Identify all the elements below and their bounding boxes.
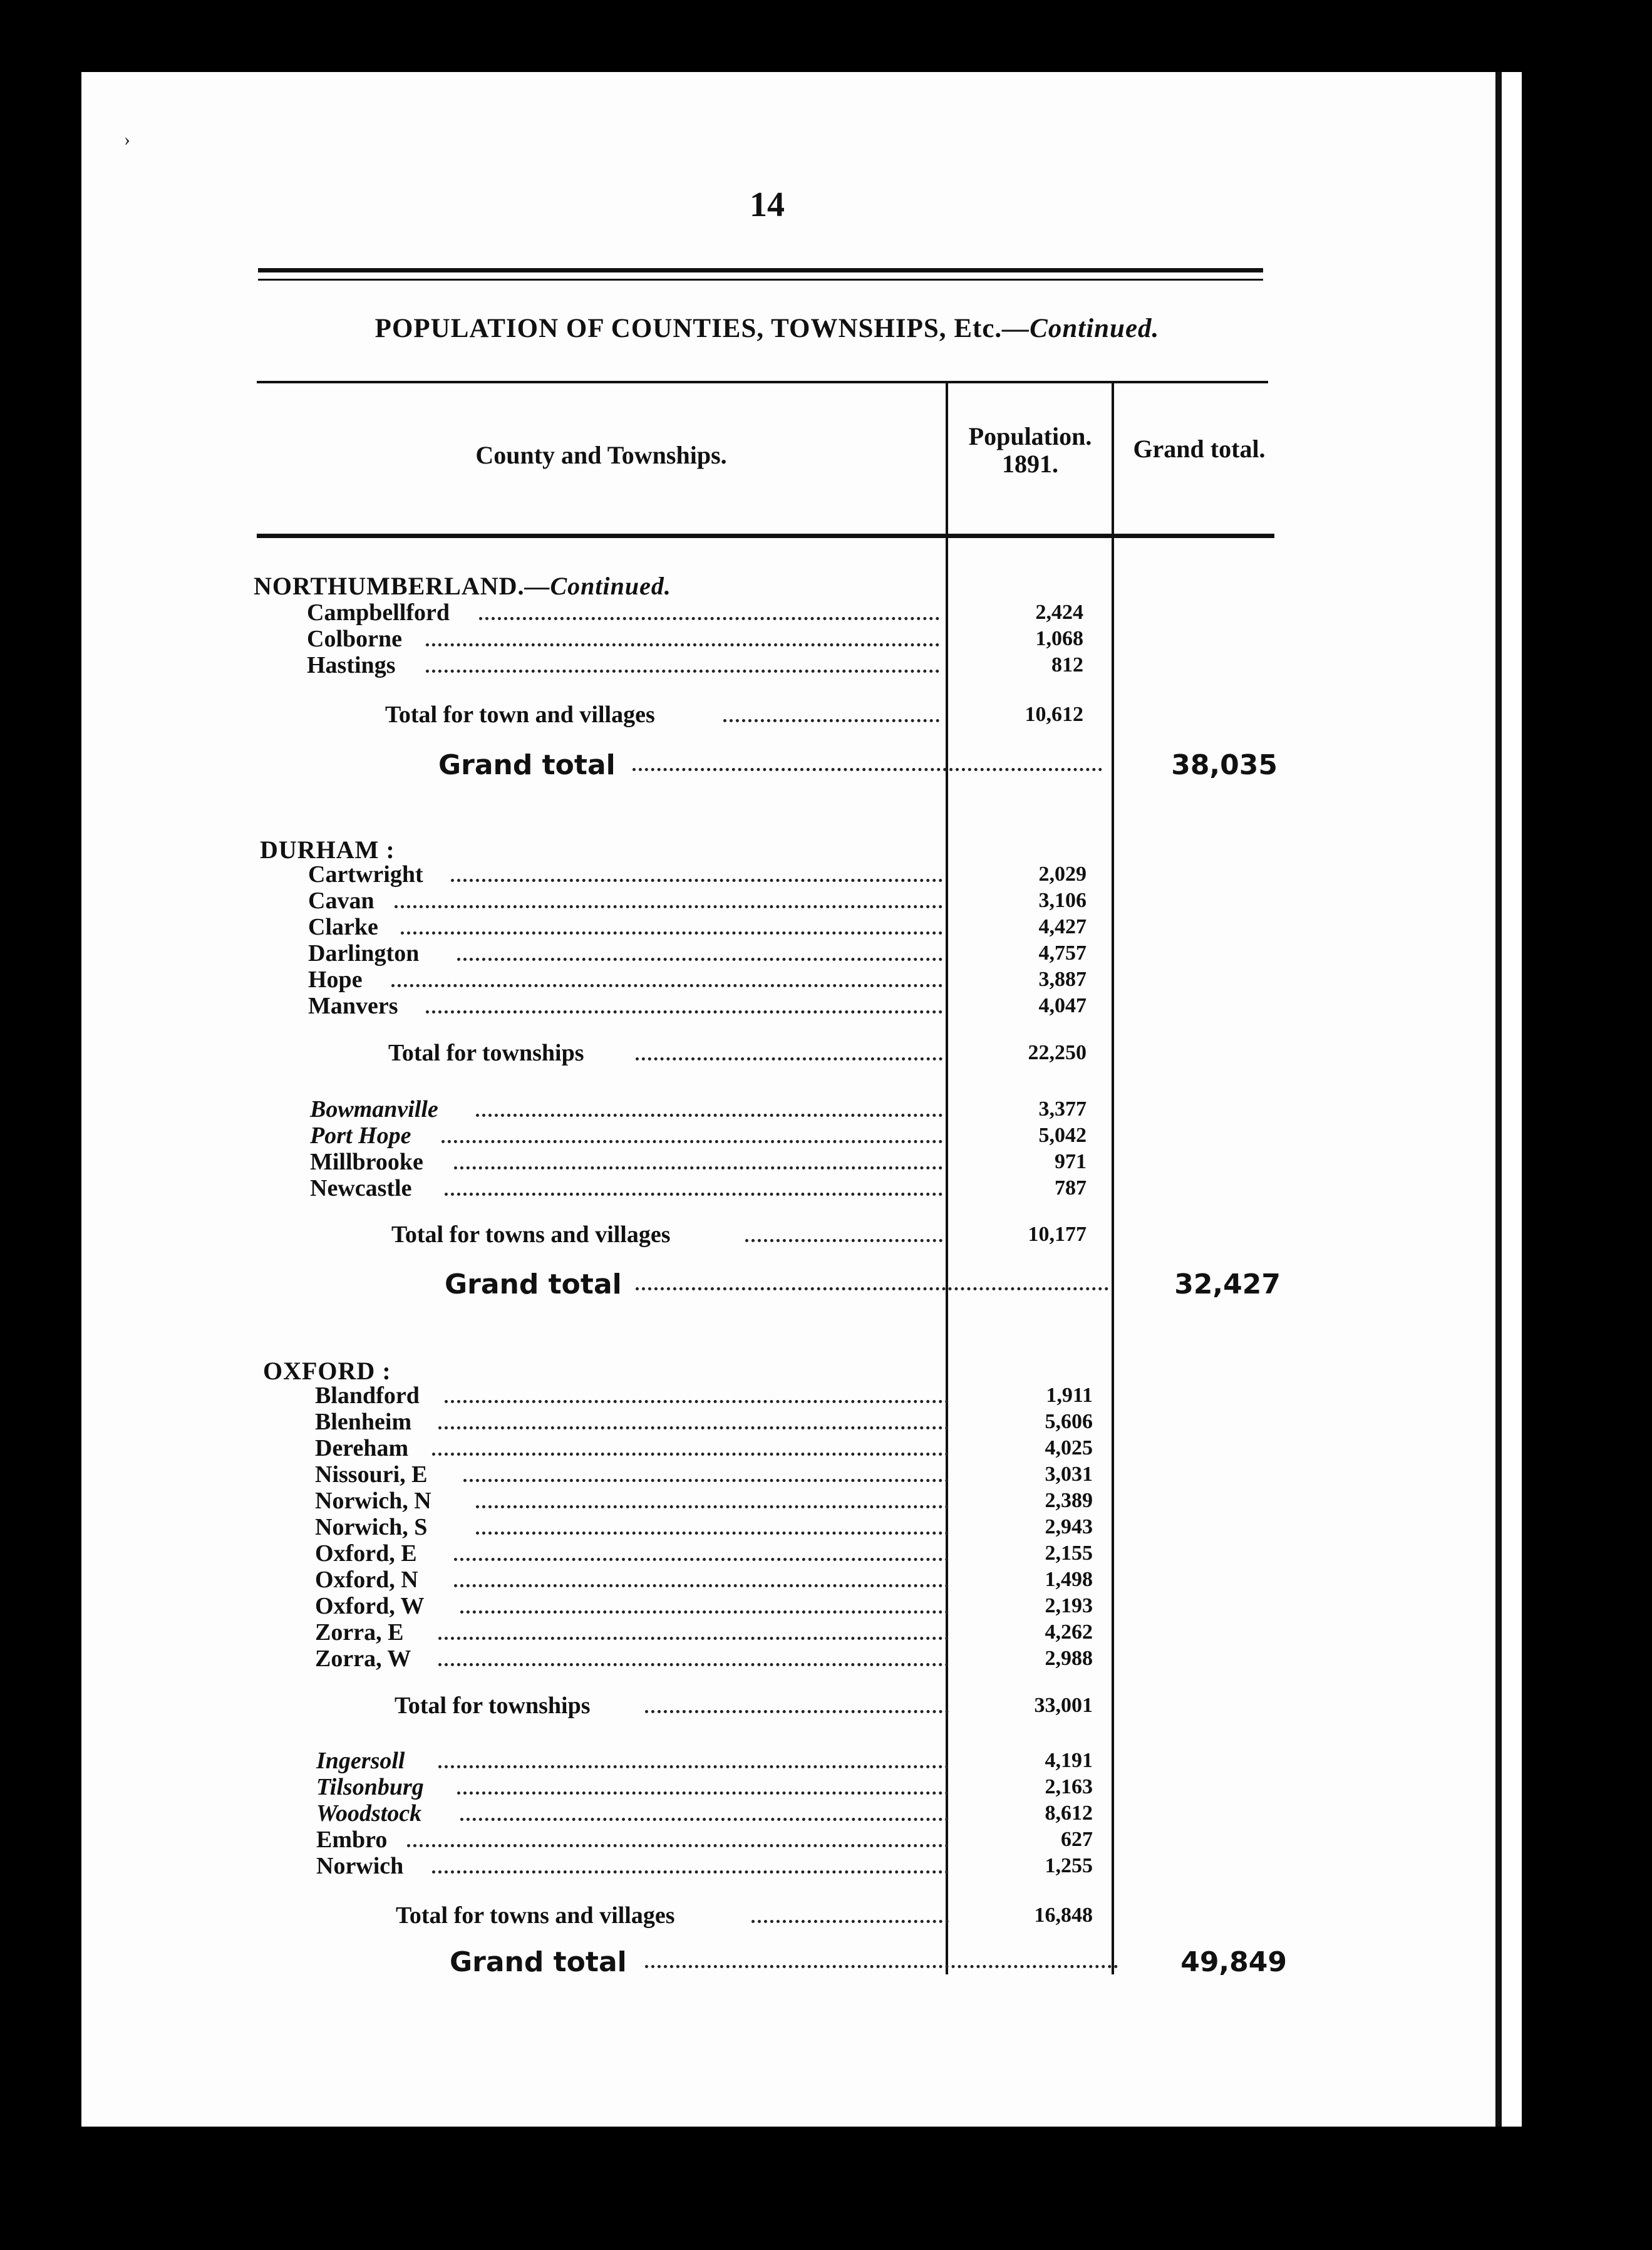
population-value: 2,424 bbox=[1035, 601, 1083, 624]
place-name: Campbellford bbox=[307, 599, 450, 626]
page-number: 14 bbox=[750, 185, 785, 224]
dot-leader bbox=[451, 879, 942, 882]
population-value: 1,498 bbox=[1045, 1568, 1093, 1591]
population-value: 2,389 bbox=[1045, 1489, 1093, 1512]
place-name: Cavan bbox=[308, 888, 374, 914]
dot-leader bbox=[454, 1584, 949, 1587]
place-name: Oxford, N bbox=[315, 1567, 418, 1593]
dot-leader bbox=[632, 768, 1102, 771]
county-northumberland bbox=[254, 571, 671, 601]
scan-border-right bbox=[1522, 0, 1652, 2250]
dot-leader bbox=[426, 670, 939, 673]
place-name: Norwich, N bbox=[315, 1488, 431, 1514]
population-value: 4,025 bbox=[1045, 1436, 1093, 1459]
population-value: 2,163 bbox=[1045, 1775, 1093, 1798]
grand-total-value: 32,427 bbox=[1174, 1268, 1281, 1300]
place-name: Bowmanville bbox=[310, 1096, 438, 1122]
dot-leader bbox=[395, 905, 942, 908]
total-label: Total for towns and villages bbox=[396, 1902, 675, 1929]
list-item bbox=[0, 940, 1503, 967]
population-value: 4,047 bbox=[1038, 994, 1087, 1017]
dot-leader bbox=[426, 643, 939, 646]
list-item bbox=[0, 888, 1503, 914]
population-value: 971 bbox=[1055, 1150, 1087, 1173]
place-name: Hastings bbox=[307, 652, 396, 678]
list-item bbox=[0, 1774, 1503, 1800]
population-value: 4,262 bbox=[1045, 1620, 1093, 1644]
population-total: 10,177 bbox=[1028, 1223, 1087, 1246]
place-name: Manvers bbox=[308, 993, 398, 1019]
dot-leader bbox=[745, 1239, 942, 1242]
place-name: Nissouri, E bbox=[315, 1461, 428, 1488]
place-name: Zorra, W bbox=[315, 1646, 411, 1672]
dot-leader bbox=[441, 1140, 942, 1143]
title-rule bbox=[257, 381, 1268, 383]
dot-leader bbox=[391, 984, 942, 987]
grand-total-label: Grand total bbox=[438, 749, 616, 781]
dot-leader bbox=[432, 1870, 949, 1874]
dot-leader bbox=[476, 1532, 949, 1535]
population-value: 3,377 bbox=[1038, 1097, 1087, 1121]
population-value: 1,255 bbox=[1045, 1854, 1093, 1877]
dot-leader bbox=[401, 931, 942, 935]
list-item bbox=[0, 652, 1503, 678]
place-name: Newcastle bbox=[310, 1175, 412, 1201]
grand-total-label: Grand total bbox=[445, 1268, 622, 1300]
population-value: 4,191 bbox=[1045, 1749, 1093, 1772]
list-item bbox=[0, 1461, 1503, 1488]
place-name: Ingersoll bbox=[316, 1748, 405, 1774]
population-value: 3,106 bbox=[1038, 889, 1087, 912]
dot-leader bbox=[645, 1710, 949, 1713]
list-item bbox=[0, 861, 1503, 888]
dot-leader bbox=[426, 1010, 942, 1014]
county-name: NORTHUMBERLAND. bbox=[254, 572, 525, 600]
total-label: Total for town and villages bbox=[385, 702, 655, 728]
list-item bbox=[0, 626, 1503, 652]
dot-leader bbox=[460, 1818, 949, 1821]
place-name: Norwich bbox=[316, 1853, 404, 1879]
dot-leader bbox=[438, 1765, 949, 1768]
total-row bbox=[0, 1693, 1503, 1719]
place-name: Clarke bbox=[308, 914, 378, 940]
dot-leader bbox=[438, 1637, 949, 1640]
dot-leader bbox=[457, 958, 942, 961]
population-value: 2,029 bbox=[1038, 863, 1087, 886]
header-population-line2: 1891. bbox=[1002, 450, 1058, 478]
header-grand-total: Grand total. bbox=[1133, 435, 1266, 463]
place-name: Cartwright bbox=[308, 861, 423, 888]
title-etc: Etc. bbox=[954, 314, 1003, 343]
population-value: 1,068 bbox=[1035, 627, 1083, 650]
stray-mark: › bbox=[124, 129, 130, 150]
grand-total-value: 49,849 bbox=[1180, 1946, 1287, 1978]
place-name: Tilsonburg bbox=[316, 1774, 424, 1800]
population-value: 2,943 bbox=[1045, 1515, 1093, 1538]
scan-border-bottom bbox=[0, 2127, 1652, 2250]
total-row bbox=[0, 1221, 1503, 1248]
county-durham: DURHAM : bbox=[260, 836, 395, 864]
population-value: 3,887 bbox=[1038, 968, 1087, 991]
dot-leader bbox=[438, 1426, 949, 1429]
grand-total-label: Grand total bbox=[450, 1946, 627, 1978]
place-name: Hope bbox=[308, 967, 363, 993]
scan-border-top bbox=[0, 0, 1652, 72]
dot-leader bbox=[479, 617, 939, 620]
list-item bbox=[0, 1593, 1503, 1619]
dot-leader bbox=[476, 1114, 942, 1117]
dot-leader bbox=[636, 1057, 942, 1060]
dot-leader bbox=[463, 1479, 949, 1482]
list-item bbox=[0, 599, 1503, 626]
total-label: Total for townships bbox=[395, 1693, 591, 1719]
population-value: 5,606 bbox=[1045, 1410, 1093, 1433]
list-item bbox=[0, 1409, 1503, 1435]
dot-leader bbox=[460, 1610, 949, 1614]
place-name: Colborne bbox=[307, 626, 402, 652]
population-value: 787 bbox=[1055, 1176, 1087, 1200]
top-rule-thin bbox=[258, 279, 1263, 281]
header-rule bbox=[257, 534, 1274, 538]
list-item bbox=[0, 1619, 1503, 1646]
list-item bbox=[0, 1382, 1503, 1409]
population-value: 4,427 bbox=[1038, 915, 1087, 938]
population-value: 5,042 bbox=[1038, 1124, 1087, 1147]
dot-leader bbox=[438, 1663, 949, 1666]
dot-leader bbox=[407, 1844, 949, 1847]
list-item bbox=[0, 1827, 1503, 1853]
dot-leader bbox=[432, 1453, 949, 1456]
place-name: Blandford bbox=[315, 1382, 420, 1409]
population-value: 4,757 bbox=[1038, 941, 1087, 965]
header-county: County and Townships. bbox=[475, 441, 727, 469]
title-continued: —Continued. bbox=[1002, 314, 1160, 343]
place-name: Millbrooke bbox=[310, 1149, 423, 1175]
dot-leader bbox=[445, 1400, 949, 1403]
population-value: 3,031 bbox=[1045, 1463, 1093, 1486]
top-rule-thick bbox=[258, 268, 1263, 272]
population-value: 8,612 bbox=[1045, 1802, 1093, 1825]
list-item bbox=[0, 1853, 1503, 1879]
population-value: 2,155 bbox=[1045, 1542, 1093, 1565]
dot-leader bbox=[751, 1920, 949, 1923]
population-value: 2,193 bbox=[1045, 1594, 1093, 1617]
list-item bbox=[0, 1122, 1503, 1149]
population-total: 22,250 bbox=[1028, 1041, 1087, 1064]
grand-total-value: 38,035 bbox=[1171, 749, 1278, 781]
header-population bbox=[949, 423, 1112, 478]
county-continued: —Continued. bbox=[524, 572, 671, 600]
place-name: Embro bbox=[316, 1827, 388, 1853]
place-name: Darlington bbox=[308, 940, 420, 967]
list-item bbox=[0, 914, 1503, 940]
place-name: Port Hope bbox=[310, 1122, 411, 1149]
dot-leader bbox=[723, 719, 939, 722]
list-item bbox=[0, 1567, 1503, 1593]
place-name: Zorra, E bbox=[315, 1619, 404, 1646]
dot-leader bbox=[457, 1791, 949, 1795]
dot-leader bbox=[454, 1166, 942, 1169]
population-total: 16,848 bbox=[1034, 1904, 1093, 1927]
list-item bbox=[0, 1540, 1503, 1567]
header-population-line1: Population. bbox=[968, 422, 1092, 450]
list-item bbox=[0, 1514, 1503, 1540]
population-value: 627 bbox=[1061, 1828, 1093, 1851]
dot-leader bbox=[636, 1287, 1108, 1290]
page-title bbox=[260, 313, 1274, 344]
place-name: Oxford, W bbox=[315, 1593, 425, 1619]
dot-leader bbox=[454, 1558, 949, 1561]
population-total: 33,001 bbox=[1034, 1694, 1093, 1717]
population-value: 2,988 bbox=[1045, 1647, 1093, 1670]
list-item bbox=[0, 1800, 1503, 1827]
list-item bbox=[0, 1646, 1503, 1672]
list-item bbox=[0, 1435, 1503, 1461]
title-main: POPULATION OF COUNTIES, TOWNSHIPS, bbox=[374, 314, 954, 343]
total-row bbox=[0, 1902, 1503, 1929]
place-name: Dereham bbox=[315, 1435, 409, 1461]
list-item bbox=[0, 1175, 1503, 1201]
list-item bbox=[0, 1149, 1503, 1175]
total-label: Total for towns and villages bbox=[391, 1221, 671, 1248]
list-item bbox=[0, 1748, 1503, 1774]
population-value: 812 bbox=[1051, 653, 1083, 677]
county-oxford: OXFORD : bbox=[263, 1357, 391, 1385]
list-item bbox=[0, 1096, 1503, 1122]
total-row bbox=[0, 702, 1503, 728]
total-row bbox=[0, 1040, 1503, 1066]
list-item bbox=[0, 993, 1503, 1019]
place-name: Oxford, E bbox=[315, 1540, 417, 1567]
list-item bbox=[0, 967, 1503, 993]
place-name: Norwich, S bbox=[315, 1514, 428, 1540]
place-name: Woodstock bbox=[316, 1800, 422, 1827]
dot-leader bbox=[476, 1505, 949, 1508]
population-total: 10,612 bbox=[1025, 703, 1083, 726]
population-value: 1,911 bbox=[1046, 1384, 1093, 1407]
place-name: Blenheim bbox=[315, 1409, 412, 1435]
dot-leader bbox=[645, 1965, 1118, 1968]
total-label: Total for townships bbox=[388, 1040, 584, 1066]
dot-leader bbox=[445, 1193, 942, 1196]
list-item bbox=[0, 1488, 1503, 1514]
